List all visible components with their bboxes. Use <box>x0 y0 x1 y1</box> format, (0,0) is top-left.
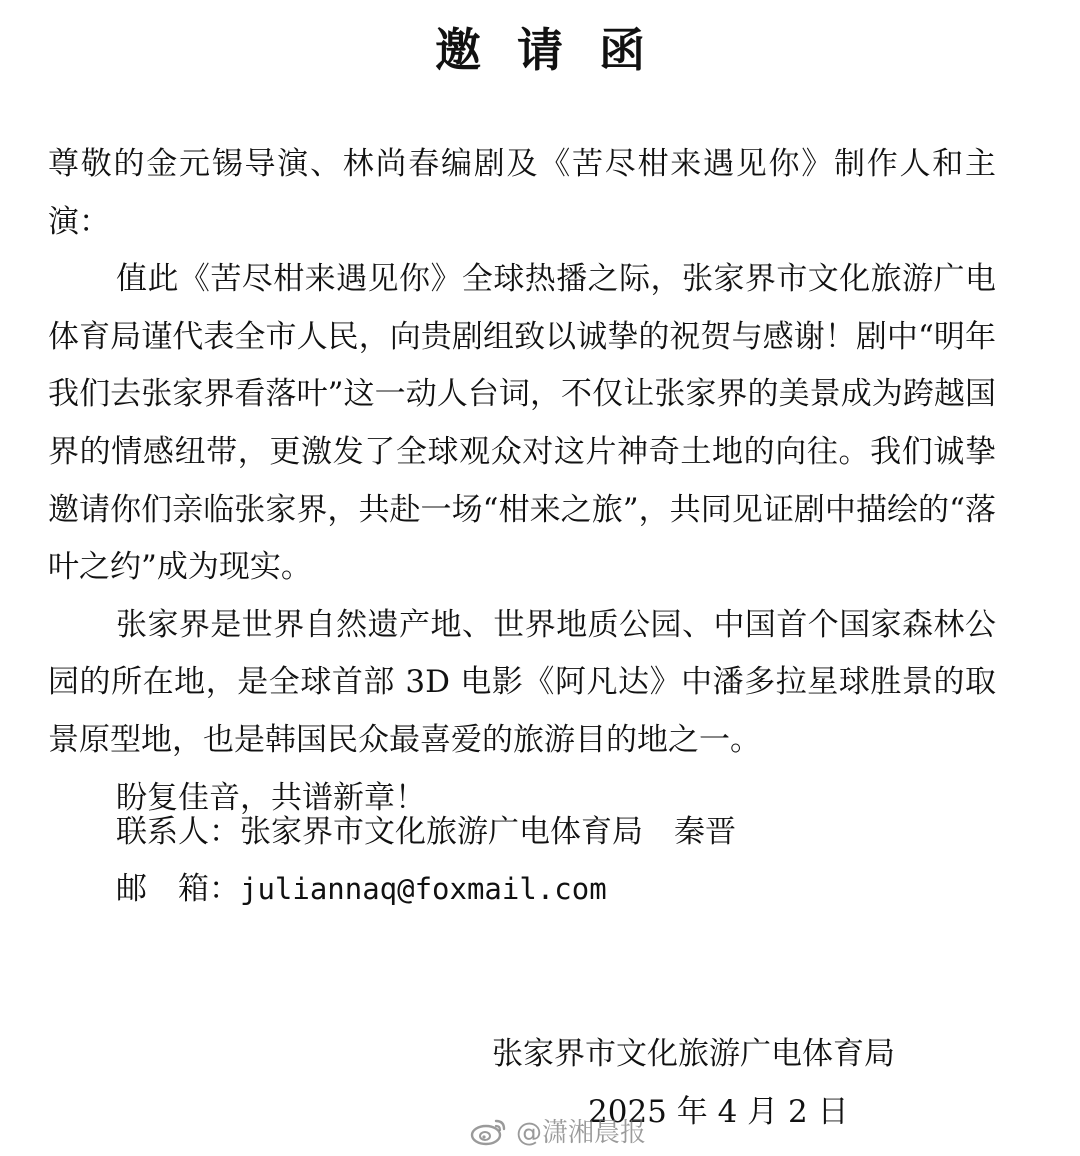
contact-value: 张家界市文化旅游广电体育局 秦晋 <box>240 814 736 850</box>
watermark <box>470 1112 646 1149</box>
email-row <box>116 861 736 918</box>
contact-label: 联系人： <box>116 814 240 850</box>
letter-title: 邀请函 <box>435 23 681 77</box>
weibo-logo-icon <box>470 1116 508 1146</box>
salutation: 尊敬的金元锡导演、林尚春编剧及《苦尽柑来遇见你》制作人和主演： <box>48 146 996 240</box>
paragraph-closing: 盼复佳音，共谱新章！ <box>116 779 426 816</box>
paragraph-invitation: 值此《苦尽柑来遇见你》全球热播之际，张家界市文化旅游广电体育局谨代表全市人民，向贵剧组致以诚挚的祝贺与感谢！剧中“明年我们去张家界看落叶”这一动人台词，不仅让张家界的美景成为跨越国界的情感纽带，更激发了全球观众对这片神奇土地的向往。我们诚挚邀请你们亲临张家界，共赴一场“柑来之旅”，共同见证剧中描绘的“落叶之约”成为现实。 <box>48 261 996 586</box>
contact-block <box>116 804 736 918</box>
watermark-text: @潇湘晨报 <box>516 1118 647 1148</box>
issuer-signature: 张家界市文化旅游广电体育局 <box>492 1036 895 1072</box>
letter-body <box>48 136 996 827</box>
email-label: 邮 箱： <box>116 871 240 907</box>
email-address[interactable]: juliannaq@foxmail.com <box>240 872 607 906</box>
contact-person-row <box>116 804 736 861</box>
paragraph-zhangjiajie-intro: 张家界是世界自然遗产地、世界地质公园、中国首个国家森林公园的所在地，是全球首部 3D 电影《阿凡达》中潘多拉星球胜景的取景原型地，也是韩国民众最喜爱的旅游目的地之一。 <box>48 606 996 758</box>
issue-date: 2025 年 4 月 2 日 <box>588 1094 849 1130</box>
